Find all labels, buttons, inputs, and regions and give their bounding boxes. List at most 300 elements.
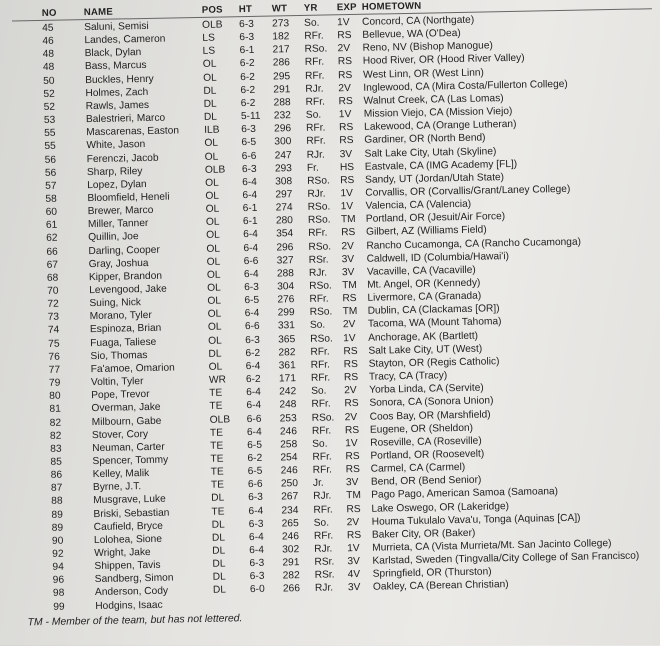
- cell-hometown: Rancho Cucamonga, CA (Rancho Cucamonga): [366, 235, 581, 252]
- cell-no: 56: [45, 153, 57, 166]
- cell-pos: OL: [205, 190, 219, 203]
- cell-pos: LS: [202, 32, 215, 45]
- cell-name: Neuman, Carter: [92, 440, 165, 454]
- cell-ht: 6-4: [243, 228, 258, 241]
- cell-wt: 246: [282, 530, 299, 543]
- cell-exp: 2V: [343, 318, 356, 331]
- cell-pos: DL: [208, 347, 221, 360]
- cell-name: Levengood, Jake: [89, 283, 167, 297]
- cell-exp: 2V: [341, 240, 354, 253]
- cell-hometown: Hood River, OR (Hood River Valley): [363, 52, 525, 68]
- cell-exp: 2V: [345, 410, 358, 423]
- cell-ht: 6-4: [246, 399, 261, 412]
- cell-name: Pope, Trevor: [91, 388, 150, 402]
- cell-name: Black, Dylan: [85, 46, 142, 60]
- cell-name: Landes, Cameron: [84, 33, 165, 48]
- cell-name: Overman, Jake: [91, 401, 160, 415]
- cell-yr: RJr.: [305, 82, 323, 95]
- cell-yr: RSo.: [307, 174, 330, 187]
- cell-ht: 6-3: [250, 570, 265, 583]
- cell-hometown: Dublin, CA (Clackamas [OR]): [368, 303, 500, 319]
- cell-wt: 302: [282, 543, 299, 556]
- cell-yr: RFr.: [305, 69, 324, 82]
- cell-hometown: Bellevue, WA (O'Dea): [362, 27, 461, 42]
- cell-no: 80: [49, 390, 61, 403]
- cell-hometown: Lakewood, CA (Orange Lutheran): [364, 118, 517, 134]
- cell-pos: TE: [211, 479, 224, 492]
- cell-name: Caufield, Bryce: [94, 519, 163, 533]
- cell-yr: RFr.: [306, 95, 325, 108]
- cell-no: 79: [49, 377, 61, 390]
- cell-wt: 288: [277, 267, 294, 280]
- cell-yr: RSr.: [315, 569, 335, 582]
- cell-yr: RFr.: [312, 424, 331, 437]
- cell-yr: RJr.: [307, 148, 325, 161]
- cell-no: 66: [46, 245, 58, 258]
- cell-wt: 253: [280, 412, 297, 425]
- cell-hometown: West Linn, OR (West Linn): [363, 66, 484, 81]
- cell-pos: WR: [209, 374, 226, 387]
- footnote: TM - Member of the team, but has not lettered.: [27, 613, 242, 628]
- cell-hometown: Oakley, CA (Berean Christian): [373, 579, 509, 595]
- cell-exp: 2V: [347, 516, 360, 529]
- cell-hometown: Stayton, OR (Regis Catholic): [369, 355, 500, 371]
- cell-wt: 282: [278, 346, 295, 359]
- cell-no: 83: [50, 442, 62, 455]
- cell-pos: OL: [209, 360, 223, 373]
- cell-wt: 299: [278, 306, 295, 319]
- cell-hometown: Gardiner, OR (North Bend): [364, 132, 485, 147]
- cell-yr: RFr.: [305, 56, 324, 69]
- cell-yr: RSo.: [310, 306, 333, 319]
- cell-pos: DL: [204, 111, 217, 124]
- cell-pos: TE: [210, 426, 223, 439]
- cell-yr: RJr.: [313, 490, 331, 503]
- cell-wt: 354: [276, 228, 293, 241]
- cell-wt: 300: [274, 136, 291, 149]
- cell-pos: DL: [211, 492, 224, 505]
- cell-name: Lolohea, Sione: [94, 533, 162, 547]
- cell-exp: 3V: [347, 555, 360, 568]
- cell-ht: 6-4: [242, 176, 257, 189]
- cell-name: Balestrieri, Marco: [86, 112, 166, 127]
- cell-exp: RS: [347, 529, 361, 542]
- header-ht: HT: [239, 3, 252, 16]
- cell-wt: 242: [279, 385, 296, 398]
- cell-no: 90: [52, 534, 64, 547]
- cell-no: 92: [52, 548, 64, 561]
- cell-yr: Jr.: [313, 477, 324, 490]
- cell-name: Milbourn, Gabe: [92, 414, 162, 428]
- cell-no: 48: [43, 48, 55, 61]
- cell-ht: 6-3: [241, 123, 256, 136]
- header-wt: WT: [272, 2, 288, 15]
- cell-ht: 6-5: [248, 465, 263, 478]
- cell-wt: 217: [273, 44, 290, 57]
- cell-no: 76: [48, 350, 60, 363]
- cell-name: Sandberg, Simon: [95, 572, 174, 587]
- cell-pos: DL: [213, 584, 226, 597]
- cell-pos: TE: [210, 452, 223, 465]
- cell-exp: RS: [344, 358, 358, 371]
- cell-hometown: Mission Viejo, CA (Mission Viejo): [364, 105, 513, 121]
- cell-yr: So.: [311, 385, 327, 398]
- cell-wt: 291: [273, 83, 290, 96]
- cell-no: 55: [44, 140, 56, 153]
- cell-exp: TM: [341, 213, 356, 226]
- cell-yr: RJr.: [314, 542, 332, 555]
- cell-hometown: Roseville, CA (Roseville): [370, 434, 482, 449]
- cell-wt: 304: [277, 280, 294, 293]
- cell-pos: OL: [208, 321, 222, 334]
- cell-hometown: Salt Lake City, Utah (Skyline): [365, 145, 497, 161]
- cell-pos: OL: [206, 203, 220, 216]
- cell-ht: 6-2: [240, 84, 255, 97]
- cell-name: Rawls, James: [86, 99, 150, 113]
- cell-wt: 246: [280, 425, 297, 438]
- cell-ht: 6-3: [242, 163, 257, 176]
- cell-no: 46: [42, 35, 54, 48]
- cell-wt: 247: [275, 149, 292, 162]
- cell-ht: 6-2: [247, 452, 262, 465]
- cell-pos: OL: [203, 71, 217, 84]
- cell-exp: 3V: [346, 476, 359, 489]
- cell-pos: DL: [212, 558, 225, 571]
- cell-hometown: Carmel, CA (Carmel): [371, 461, 466, 476]
- cell-pos: DL: [213, 571, 226, 584]
- cell-pos: OL: [205, 150, 219, 163]
- cell-exp: 2V: [338, 82, 351, 95]
- cell-name: Bass, Marcus: [85, 59, 147, 73]
- cell-yr: So.: [310, 319, 326, 332]
- cell-wt: 361: [279, 359, 296, 372]
- cell-hometown: Karlstad, Sweden (Tingvalla/City College of San Francisco): [372, 550, 639, 568]
- cell-wt: 276: [277, 293, 294, 306]
- cell-no: 53: [44, 114, 56, 127]
- cell-yr: RFr.: [312, 450, 331, 463]
- cell-exp: RS: [346, 502, 360, 515]
- cell-no: 77: [49, 364, 61, 377]
- cell-name: White, Jason: [86, 138, 145, 152]
- cell-no: 57: [45, 180, 57, 193]
- cell-hometown: Houma Tukulalo Vava'u, Tonga (Aquinas [CA]): [372, 511, 581, 528]
- cell-yr: RFr.: [311, 398, 330, 411]
- cell-wt: 232: [274, 109, 291, 122]
- cell-wt: 267: [281, 491, 298, 504]
- cell-ht: 6-3: [248, 491, 263, 504]
- cell-exp: RS: [338, 55, 352, 68]
- cell-exp: 1V: [340, 187, 353, 200]
- cell-hometown: Sonora, CA (Sonora Union): [369, 395, 493, 410]
- header-yr: YR: [304, 2, 318, 15]
- cell-pos: DL: [212, 545, 225, 558]
- cell-ht: 6-4: [249, 531, 264, 544]
- cell-no: 60: [46, 206, 58, 219]
- cell-no: 55: [44, 127, 56, 140]
- cell-exp: RS: [341, 226, 355, 239]
- cell-no: 70: [47, 285, 59, 298]
- cell-pos: OL: [208, 308, 222, 321]
- cell-name: Fuaga, Taliese: [90, 335, 156, 349]
- cell-wt: 365: [278, 333, 295, 346]
- cell-pos: TE: [209, 400, 222, 413]
- cell-ht: 6-2: [240, 70, 255, 83]
- cell-yr: RFr.: [310, 345, 329, 358]
- cell-name: Suing, Nick: [89, 296, 141, 310]
- cell-wt: 273: [272, 17, 289, 30]
- cell-wt: 258: [280, 438, 297, 451]
- cell-ht: 6-2: [241, 97, 256, 110]
- cell-wt: 266: [283, 583, 300, 596]
- cell-ht: 6-3: [239, 31, 254, 44]
- cell-name: Saluni, Semisi: [84, 20, 149, 34]
- cell-hometown: Pago Pago, American Samoa (Samoana): [371, 486, 558, 503]
- cell-no: 52: [43, 87, 55, 100]
- cell-pos: OL: [206, 216, 220, 229]
- cell-hometown: Walnut Creek, CA (Las Lomas): [363, 92, 503, 108]
- cell-yr: RSr.: [314, 556, 334, 569]
- cell-hometown: Salt Lake City, UT (West): [368, 342, 482, 357]
- cell-hometown: Eastvale, CA (IMG Academy [FL]): [365, 158, 518, 174]
- cell-name: Sio, Thomas: [90, 349, 147, 363]
- cell-hometown: Portland, OR (Jesuit/Air Force): [366, 210, 506, 226]
- cell-hometown: Concord, CA (Northgate): [362, 14, 474, 29]
- cell-ht: 6-5: [241, 136, 256, 149]
- cell-yr: So.: [304, 17, 320, 30]
- header-pos: POS: [202, 3, 223, 16]
- cell-no: 87: [51, 482, 63, 495]
- cell-ht: 6-2: [240, 57, 255, 70]
- cell-exp: RS: [345, 450, 359, 463]
- cell-pos: OL: [207, 255, 221, 268]
- cell-hometown: Anchorage, AK (Bartlett): [368, 329, 478, 344]
- cell-yr: RFr.: [313, 503, 332, 516]
- cell-exp: RS: [346, 463, 360, 476]
- cell-exp: RS: [339, 134, 353, 147]
- cell-no: 94: [52, 561, 64, 574]
- cell-no: 50: [43, 74, 55, 87]
- cell-hometown: Murrieta, CA (Vista Murrieta/Mt. San Jacinto College): [372, 537, 612, 555]
- cell-yr: So.: [312, 437, 328, 450]
- cell-no: 88: [51, 495, 63, 508]
- cell-exp: RS: [339, 121, 353, 134]
- cell-no: 74: [48, 324, 60, 337]
- cell-ht: 6-0: [250, 583, 265, 596]
- cell-pos: DL: [203, 84, 216, 97]
- cell-wt: 265: [282, 517, 299, 530]
- cell-ht: 6-4: [245, 307, 260, 320]
- cell-yr: RSo.: [308, 214, 331, 227]
- cell-no: 73: [48, 311, 60, 324]
- cell-ht: 6-3: [249, 557, 264, 570]
- cell-no: 89: [51, 508, 63, 521]
- cell-exp: 1V: [337, 16, 350, 29]
- cell-name: Kelley, Malik: [93, 467, 150, 481]
- cell-yr: RFr.: [311, 358, 330, 371]
- cell-no: 99: [53, 600, 65, 613]
- cell-wt: 274: [276, 201, 293, 214]
- cell-hometown: Bend, OR (Bend Senior): [371, 474, 482, 489]
- cell-hometown: Yorba Linda, CA (Servite): [369, 382, 484, 397]
- cell-yr: RFr.: [309, 293, 328, 306]
- cell-hometown: Portland, OR (Roosevelt): [370, 447, 484, 462]
- cell-hometown: Eugene, OR (Sheldon): [370, 421, 473, 436]
- cell-yr: RFr.: [306, 122, 325, 135]
- cell-exp: 1V: [341, 200, 354, 213]
- cell-no: 52: [44, 101, 56, 114]
- cell-ht: 6-1: [243, 202, 258, 215]
- cell-name: Espinoza, Brian: [90, 322, 162, 336]
- cell-yr: RFr.: [306, 135, 325, 148]
- cell-yr: RJr.: [315, 582, 333, 595]
- cell-wt: 182: [272, 30, 289, 43]
- cell-wt: 296: [276, 241, 293, 254]
- cell-pos: OL: [205, 176, 219, 189]
- cell-wt: 295: [273, 70, 290, 83]
- cell-exp: 1V: [343, 332, 356, 345]
- cell-ht: 6-6: [244, 255, 259, 268]
- cell-no: 96: [53, 574, 65, 587]
- cell-exp: 1V: [347, 542, 360, 555]
- header-exp: EXP: [337, 1, 357, 14]
- cell-wt: 234: [281, 504, 298, 517]
- cell-exp: RS: [337, 29, 351, 42]
- cell-name: Musgrave, Luke: [93, 493, 166, 507]
- cell-wt: 327: [277, 254, 294, 267]
- cell-no: 81: [49, 403, 61, 416]
- cell-pos: OLB: [210, 413, 231, 426]
- cell-name: Shippen, Tavis: [94, 559, 160, 573]
- cell-ht: 6-1: [240, 44, 255, 57]
- cell-hometown: Gilbert, AZ (Williams Field): [366, 224, 487, 239]
- cell-pos: OL: [206, 229, 220, 242]
- cell-no: 61: [46, 219, 58, 232]
- cell-pos: OL: [208, 334, 222, 347]
- cell-yr: RJr.: [307, 187, 325, 200]
- cell-yr: So.: [314, 516, 330, 529]
- cell-name: Morano, Tyler: [90, 309, 152, 323]
- cell-name: Sharp, Riley: [87, 165, 143, 179]
- cell-no: 68: [47, 272, 59, 285]
- cell-name: Lopez, Dylan: [87, 178, 147, 192]
- cell-yr: RSo.: [310, 332, 333, 345]
- cell-ht: 6-2: [246, 373, 261, 386]
- cell-hometown: Springfield, OR (Thurston): [373, 566, 492, 581]
- cell-yr: RFr.: [311, 372, 330, 385]
- cell-name: Mascarenas, Easton: [86, 125, 179, 140]
- cell-name: Holmes, Zach: [85, 86, 148, 100]
- cell-pos: OL: [204, 137, 218, 150]
- cell-pos: LS: [203, 45, 216, 58]
- header-name: NAME: [84, 6, 113, 20]
- cell-no: 85: [50, 456, 62, 469]
- cell-wt: 296: [274, 122, 291, 135]
- cell-no: 67: [47, 258, 59, 271]
- cell-exp: RS: [338, 69, 352, 82]
- cell-name: Wright, Jake: [94, 546, 151, 560]
- column-header-row: [12, 0, 652, 22]
- cell-exp: 3V: [342, 253, 355, 266]
- cell-yr: RFr.: [314, 529, 333, 542]
- cell-name: Brewer, Marco: [88, 204, 154, 218]
- cell-ht: 6-4: [248, 504, 263, 517]
- cell-exp: RS: [344, 397, 358, 410]
- cell-hometown: Vacaville, CA (Vacaville): [367, 264, 476, 279]
- cell-name: Kipper, Brandon: [89, 270, 162, 284]
- cell-exp: RS: [342, 292, 356, 305]
- cell-wt: 297: [275, 188, 292, 201]
- cell-wt: 308: [275, 175, 292, 188]
- cell-hometown: Livermore, CA (Granada): [367, 290, 481, 305]
- cell-yr: RSo.: [308, 240, 331, 253]
- cell-pos: OLB: [202, 18, 223, 31]
- cell-pos: DL: [204, 98, 217, 111]
- cell-wt: 280: [276, 214, 293, 227]
- cell-ht: 6-4: [246, 386, 261, 399]
- cell-hometown: Inglewood, CA (Mira Costa/Fullerton College): [363, 78, 568, 95]
- cell-exp: 2V: [337, 42, 350, 55]
- cell-yr: RFr.: [304, 30, 323, 43]
- cell-name: Quillin, Joe: [88, 231, 139, 245]
- cell-ht: 6-3: [239, 18, 254, 31]
- cell-ht: 6-4: [244, 268, 259, 281]
- cell-yr: RSo.: [308, 201, 331, 214]
- cell-no: 58: [45, 193, 57, 206]
- cell-hometown: Lake Oswego, OR (Lakeridge): [371, 500, 509, 516]
- cell-name: Anderson, Cody: [95, 585, 168, 599]
- cell-yr: Fr.: [307, 161, 319, 174]
- cell-no: 89: [52, 521, 64, 534]
- cell-pos: TE: [209, 387, 222, 400]
- cell-pos: OL: [203, 58, 217, 71]
- cell-wt: 286: [273, 57, 290, 70]
- cell-ht: 6-4: [247, 425, 262, 438]
- cell-name: Voltin, Tyler: [91, 375, 144, 389]
- cell-wt: 246: [281, 464, 298, 477]
- cell-hometown: Caldwell, ID (Columbia/Hawai'i): [367, 250, 510, 266]
- cell-ht: 6-3: [245, 333, 260, 346]
- cell-ht: 6-6: [248, 478, 263, 491]
- cell-ht: 6-4: [246, 360, 261, 373]
- cell-hometown: Tacoma, WA (Mount Tahoma): [368, 316, 502, 332]
- cell-pos: DL: [212, 518, 225, 531]
- cell-pos: OL: [206, 242, 220, 255]
- cell-exp: 4V: [348, 568, 361, 581]
- cell-exp: HS: [340, 161, 354, 174]
- header-hometown: HOMETOWN: [362, 0, 422, 14]
- cell-ht: 6-5: [244, 294, 259, 307]
- cell-wt: 331: [278, 320, 295, 333]
- cell-yr: RSr.: [309, 253, 329, 266]
- cell-exp: RS: [343, 345, 357, 358]
- cell-exp: RS: [338, 95, 352, 108]
- cell-no: 48: [43, 61, 55, 74]
- cell-pos: TE: [211, 505, 224, 518]
- cell-name: Ferenczi, Jacob: [87, 151, 159, 165]
- cell-exp: 3V: [342, 266, 355, 279]
- cell-name: Bloomfield, Heneli: [87, 190, 169, 205]
- cell-yr: RJr.: [309, 266, 327, 279]
- cell-ht: 6-5: [247, 439, 262, 452]
- cell-yr: RSo.: [312, 411, 335, 424]
- cell-pos: OL: [207, 268, 221, 281]
- cell-name: Spencer, Tommy: [92, 454, 168, 468]
- cell-exp: TM: [342, 279, 357, 292]
- cell-pos: OL: [207, 282, 221, 295]
- cell-ht: 6-3: [249, 517, 264, 530]
- cell-wt: 171: [279, 372, 296, 385]
- cell-hometown: Sandy, UT (Jordan/Utah State): [365, 171, 504, 187]
